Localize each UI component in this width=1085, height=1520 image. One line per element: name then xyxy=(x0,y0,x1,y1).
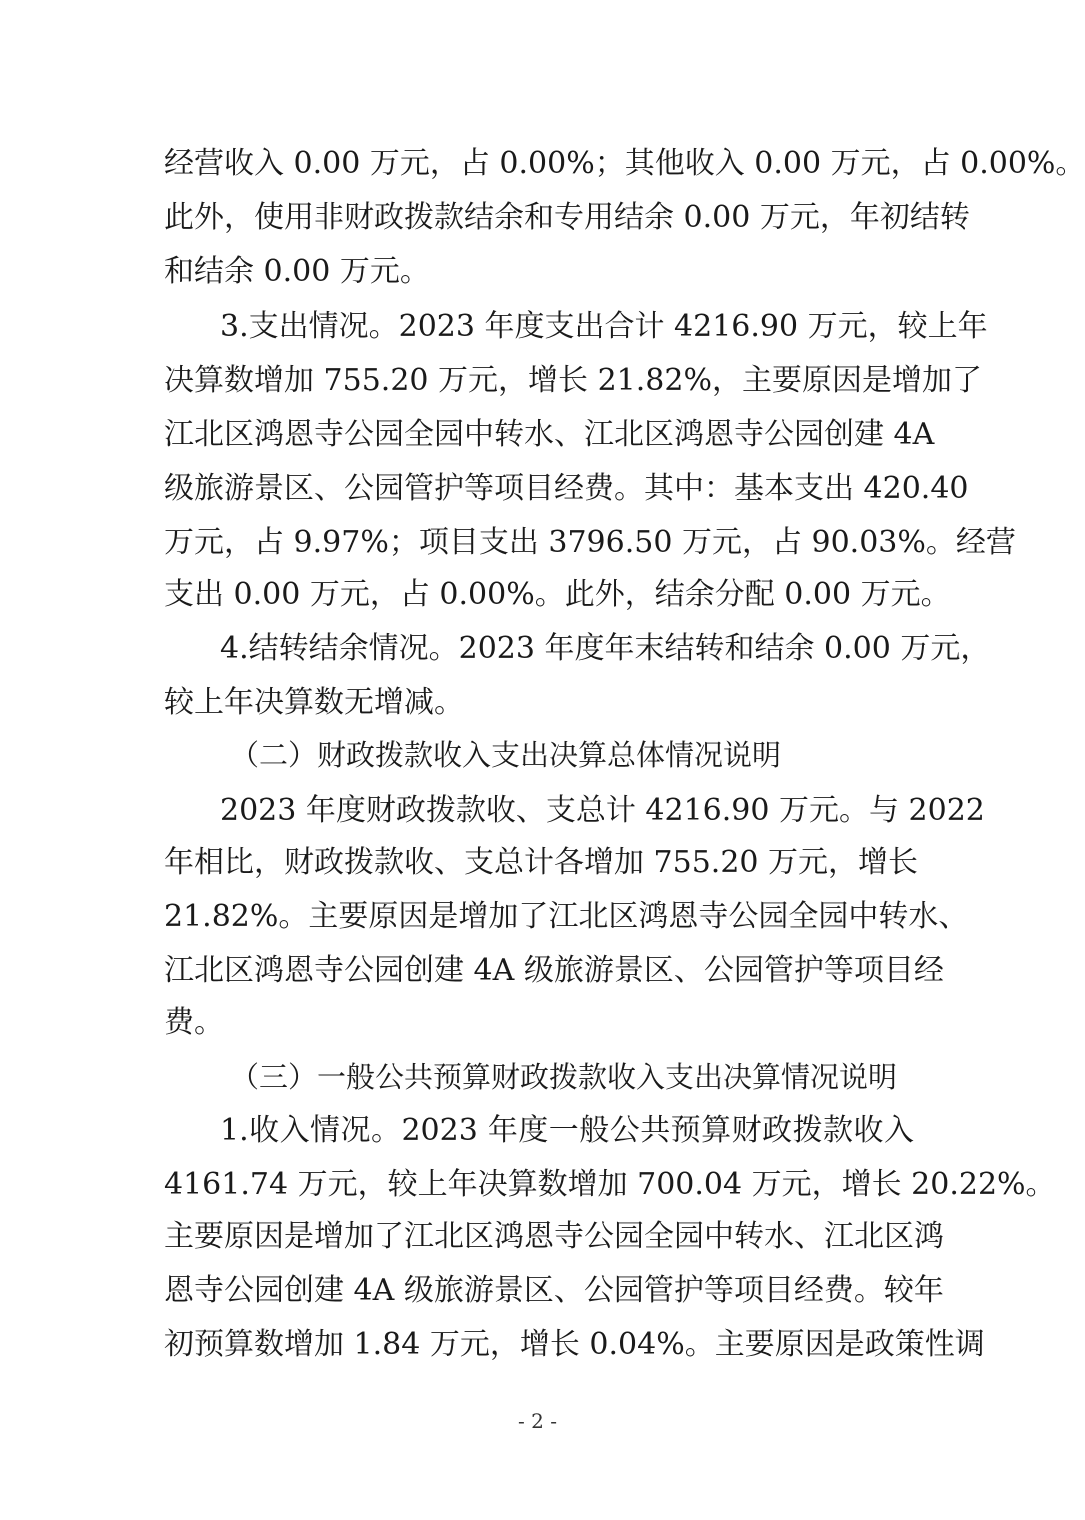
text-line-11: 较上年决算数无增减。 xyxy=(164,685,464,720)
text-line-10: 4.结转结余情况。2023 年度年末结转和结余 0.00 万元， xyxy=(220,631,991,666)
text-line-23: 初预算数增加 1.84 万元，增长 0.04%。主要原因是政策性调 xyxy=(164,1327,985,1362)
text-line-17: 费。 xyxy=(164,1005,224,1040)
text-line-14: 年相比，财政拨款收、支总计各增加 755.20 万元，增长 xyxy=(164,845,919,880)
text-line-21: 主要原因是增加了江北区鸿恩寺公园全园中转水、江北区鸿 xyxy=(164,1219,944,1254)
section-heading-3: （三）一般公共预算财政拨款收入支出决算情况说明 xyxy=(230,1060,898,1094)
text-line-6: 江北区鸿恩寺公园全园中转水、江北区鸿恩寺公园创建 4A xyxy=(164,417,935,452)
text-line-2: 此外，使用非财政拨款结余和专用结余 0.00 万元，年初结转 xyxy=(164,200,970,235)
text-line-19: 1.收入情况。2023 年度一般公共预算财政拨款收入 xyxy=(220,1113,914,1148)
text-line-20: 4161.74 万元，较上年决算数增加 700.04 万元，增长 20.22%。 xyxy=(164,1167,1056,1202)
text-line-3: 和结余 0.00 万元。 xyxy=(164,254,430,289)
text-line-7: 级旅游景区、公园管护等项目经费。其中：基本支出 420.40 xyxy=(164,471,969,506)
text-line-4: 3.支出情况。2023 年度支出合计 4216.90 万元，较上年 xyxy=(220,309,988,344)
text-line-13: 2023 年度财政拨款收、支总计 4216.90 万元。与 2022 xyxy=(220,793,985,828)
text-line-8: 万元，占 9.97%；项目支出 3796.50 万元，占 90.03%。经营 xyxy=(164,525,1016,560)
text-line-16: 江北区鸿恩寺公园创建 4A 级旅游景区、公园管护等项目经 xyxy=(164,953,944,988)
text-line-5: 决算数增加 755.20 万元，增长 21.82%，主要原因是增加了 xyxy=(164,363,982,398)
text-line-1: 经营收入 0.00 万元，占 0.00%；其他收入 0.00 万元，占 0.00%。 xyxy=(164,146,1085,181)
section-heading-2: （二）财政拨款收入支出决算总体情况说明 xyxy=(230,738,782,772)
text-line-9: 支出 0.00 万元，占 0.00%。此外，结余分配 0.00 万元。 xyxy=(164,577,951,612)
text-line-15: 21.82%。主要原因是增加了江北区鸿恩寺公园全园中转水、 xyxy=(164,899,969,934)
text-line-22: 恩寺公园创建 4A 级旅游景区、公园管护等项目经费。较年 xyxy=(164,1273,944,1308)
page-number: - 2 - xyxy=(518,1409,557,1433)
